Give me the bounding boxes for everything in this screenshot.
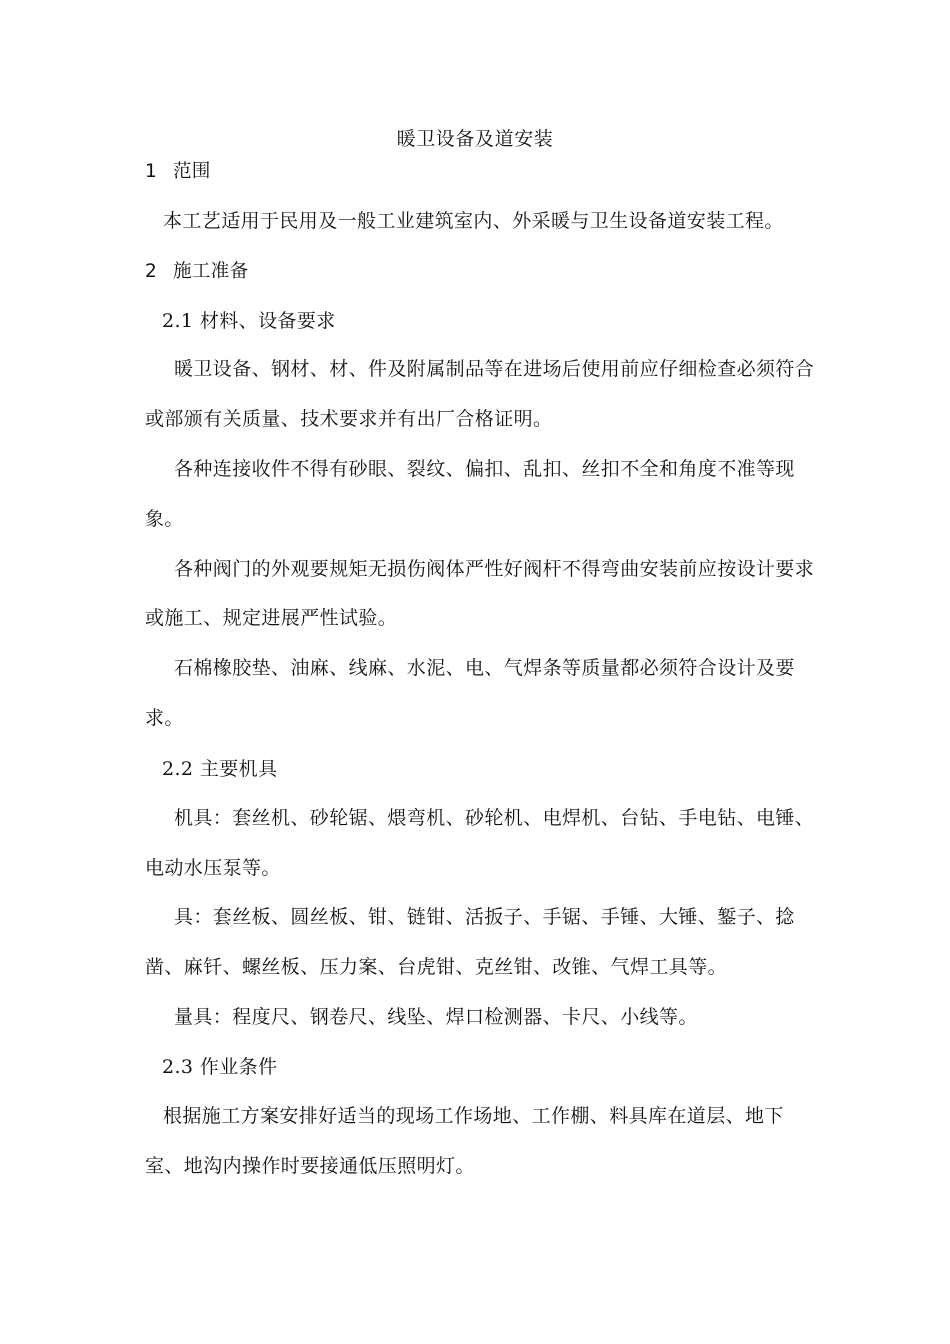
section-title: 范围 <box>173 161 211 182</box>
paragraph-line: 或部颁有关质量、技术要求并有出厂合格证明。 <box>145 408 553 430</box>
paragraph-line: 具：套丝板、圆丝板、钳、链钳、活扳子、手锯、手锤、大锤、錾子、捻 <box>174 906 795 928</box>
subsection-2-2-heading <box>162 757 277 781</box>
subsection-2-3-heading <box>162 1055 277 1079</box>
subsection-number: 2.2 <box>162 758 194 780</box>
paragraph-line: 或施工、规定进展严性试验。 <box>145 607 398 629</box>
paragraph-line: 各种连接收件不得有砂眼、裂纹、偏扣、乱扣、丝扣不全和角度不准等现 <box>174 458 795 480</box>
subsection-title: 作业条件 <box>199 1056 278 1078</box>
section-1-heading <box>145 160 211 184</box>
subsection-number: 2.3 <box>162 1056 194 1078</box>
section-number: 2 <box>145 261 158 282</box>
paragraph-line: 象。 <box>145 508 184 530</box>
section-2-heading <box>145 260 249 284</box>
subsection-title: 主要机具 <box>199 758 278 780</box>
paragraph-line: 石棉橡胶垫、油麻、线麻、水泥、电、气焊条等质量都必须符合设计及要 <box>174 657 795 679</box>
document-title: 暖卫设备及道安装 <box>396 128 554 150</box>
subsection-title: 材料、设备要求 <box>199 310 336 332</box>
paragraph-line: 机具：套丝机、砂轮锯、煨弯机、砂轮机、电焊机、台钻、手电钻、电锤、 <box>174 807 815 829</box>
paragraph-line: 本工艺适用于民用及一般工业建筑室内、外采暖与卫生设备道安装工程。 <box>163 210 784 232</box>
paragraph-line: 量具：程度尺、钢卷尺、线坠、焊口检测器、卡尺、小线等。 <box>174 1006 698 1028</box>
paragraph-line: 室、地沟内操作时要接通低压照明灯。 <box>145 1155 475 1177</box>
subsection-number: 2.1 <box>162 310 194 332</box>
paragraph-line: 暖卫设备、钢材、材、件及附属制品等在进场后使用前应仔细检查必须符合 <box>174 358 815 380</box>
paragraph-line: 电动水压泵等。 <box>145 857 281 879</box>
section-title: 施工准备 <box>173 261 249 282</box>
paragraph-line: 根据施工方案安排好适当的现场工作场地、工作棚、料具库在道层、地下 <box>163 1105 784 1127</box>
paragraph-line: 求。 <box>145 707 184 729</box>
subsection-2-1-heading <box>162 309 336 333</box>
section-number: 1 <box>145 161 158 182</box>
paragraph-line: 凿、麻钎、螺丝板、压力案、台虎钳、克丝钳、改锥、气焊工具等。 <box>145 956 728 978</box>
paragraph-line: 各种阀门的外观要规矩无损伤阀体严性好阀杆不得弯曲安装前应按设计要求 <box>174 558 815 580</box>
